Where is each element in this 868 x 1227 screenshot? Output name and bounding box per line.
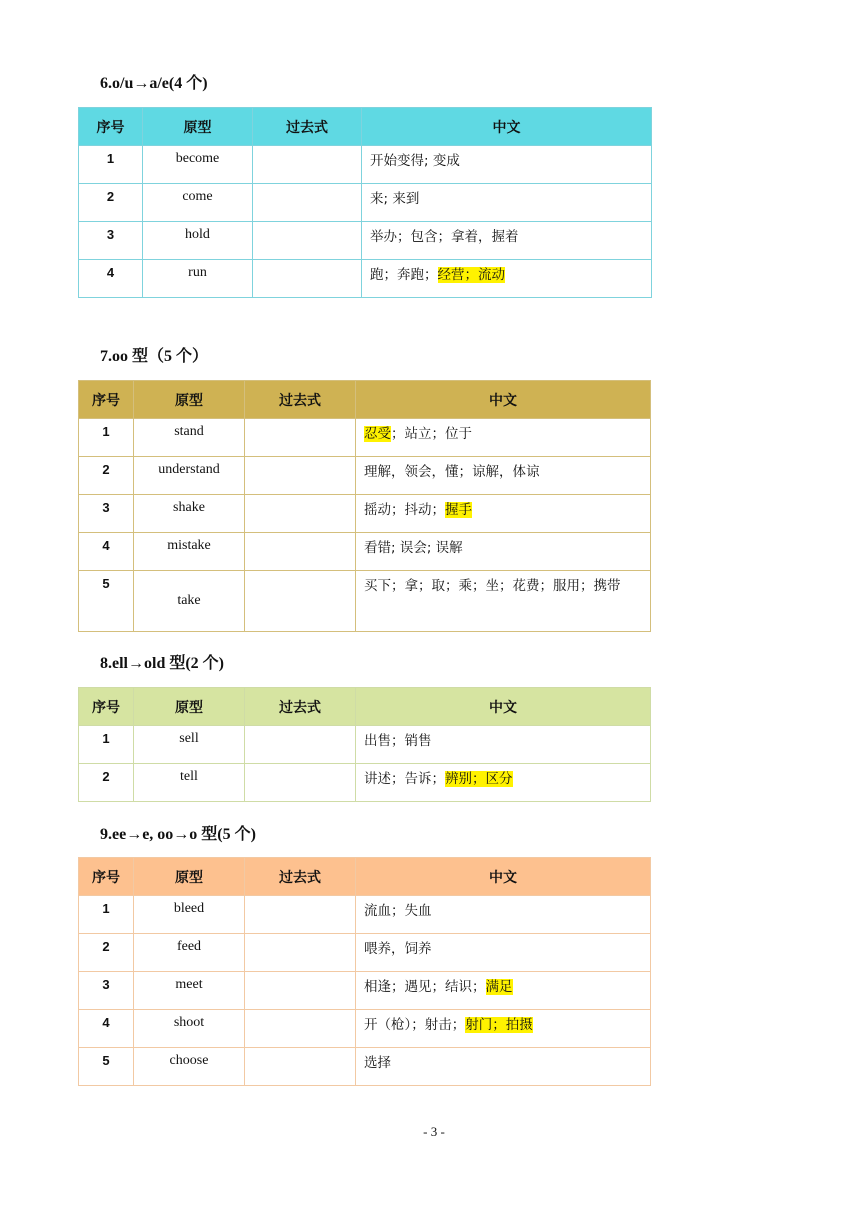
highlighted-meaning: 辨别；区分: [445, 771, 513, 787]
table-row: [79, 1048, 651, 1086]
chinese-meaning: [356, 764, 651, 802]
header-base: 原型: [134, 381, 245, 419]
chinese-meaning: [356, 419, 651, 457]
header-base: 原型: [134, 688, 245, 726]
header-chinese: 中文: [362, 108, 652, 146]
table-row: [79, 184, 652, 222]
header-past: 过去式: [245, 858, 356, 896]
meaning-text: 开始变得; 变成: [370, 153, 460, 169]
meaning-text: 理解，领会，懂；谅解，体谅: [364, 464, 540, 480]
chinese-meaning: [356, 533, 651, 571]
row-number: 3: [79, 972, 134, 1010]
chinese-meaning: [356, 934, 651, 972]
past-tense-cell: [253, 260, 362, 298]
table-row: [79, 533, 651, 571]
highlighted-meaning: 满足: [485, 979, 513, 995]
meaning-text: 举办；包含；拿着，握着: [370, 229, 519, 245]
table-header-row: [79, 108, 652, 146]
base-form: tell: [134, 764, 245, 802]
meaning-text: 选择: [364, 1055, 391, 1071]
row-number: 1: [79, 419, 134, 457]
header-chinese: 中文: [356, 381, 651, 419]
past-tense-cell: [245, 457, 356, 495]
meaning-text: 来; 来到: [370, 191, 420, 207]
past-tense-cell: [245, 1010, 356, 1048]
base-form: hold: [143, 222, 253, 260]
row-number: 2: [79, 764, 134, 802]
section-title: 7.oo 型（5 个）: [100, 348, 209, 365]
base-form: understand: [134, 457, 245, 495]
page-number: - 3 -: [423, 1124, 445, 1139]
base-form: bleed: [134, 896, 245, 934]
row-number: 1: [79, 726, 134, 764]
row-number: 1: [79, 146, 143, 184]
table-row: [79, 260, 652, 298]
meaning-text: ；站立；位于: [391, 426, 472, 442]
header-no: 序号: [79, 688, 134, 726]
meaning-text: 讲述；告诉；: [364, 771, 445, 787]
past-tense-cell: [245, 726, 356, 764]
past-tense-cell: [245, 571, 356, 632]
table-row: [79, 222, 652, 260]
table-row: [79, 934, 651, 972]
table-row: [79, 972, 651, 1010]
header-no: 序号: [79, 858, 134, 896]
row-number: 1: [79, 896, 134, 934]
header-past: 过去式: [253, 108, 362, 146]
base-form: come: [143, 184, 253, 222]
base-form: meet: [134, 972, 245, 1010]
base-form: become: [143, 146, 253, 184]
meaning-text: 看错; 误会; 误解: [364, 540, 463, 556]
row-number: 2: [79, 184, 143, 222]
past-tense-cell: [245, 764, 356, 802]
meaning-text: 摇动；抖动；: [364, 502, 445, 518]
base-form: sell: [134, 726, 245, 764]
base-form: shoot: [134, 1010, 245, 1048]
chinese-meaning: [362, 184, 652, 222]
meaning-text: 买下；拿；取；乘；坐；花费；服用；携带: [364, 578, 621, 594]
base-form: shake: [134, 495, 245, 533]
base-form: feed: [134, 934, 245, 972]
row-number: 2: [79, 934, 134, 972]
header-past: 过去式: [245, 381, 356, 419]
meaning-text: 相逢；遇见；结识；: [364, 979, 486, 995]
chinese-meaning: [356, 1048, 651, 1086]
past-tense-cell: [245, 419, 356, 457]
highlighted-meaning: 射门；拍摄: [465, 1017, 533, 1033]
chinese-meaning: [356, 896, 651, 934]
past-tense-cell: [245, 1048, 356, 1086]
meaning-text: 开（枪）；射击；: [364, 1017, 466, 1033]
chinese-meaning: [362, 260, 652, 298]
past-tense-cell: [253, 222, 362, 260]
meaning-text: 喂养，饲养: [364, 941, 432, 957]
table-row: [79, 764, 651, 802]
base-form: run: [143, 260, 253, 298]
highlighted-meaning: 忍受: [364, 426, 391, 442]
past-tense-cell: [245, 533, 356, 571]
past-tense-cell: [253, 146, 362, 184]
base-form: mistake: [134, 533, 245, 571]
vocab-table: [78, 107, 652, 298]
table-row: [79, 896, 651, 934]
header-past: 过去式: [245, 688, 356, 726]
meaning-text: 出售；销售: [364, 733, 432, 749]
header-chinese: 中文: [356, 858, 651, 896]
vocab-table: [78, 380, 651, 632]
past-tense-cell: [245, 896, 356, 934]
meaning-text: 跑；奔跑；: [370, 267, 438, 283]
header-no: 序号: [79, 381, 134, 419]
table-row: [79, 726, 651, 764]
table-row: [79, 457, 651, 495]
chinese-meaning: [356, 457, 651, 495]
table-header-row: [79, 688, 651, 726]
table-row: [79, 495, 651, 533]
table-header-row: [79, 858, 651, 896]
past-tense-cell: [253, 184, 362, 222]
header-base: 原型: [143, 108, 253, 146]
row-number: 4: [79, 533, 134, 571]
base-form: stand: [134, 419, 245, 457]
past-tense-cell: [245, 972, 356, 1010]
chinese-meaning: [362, 146, 652, 184]
header-chinese: 中文: [356, 688, 651, 726]
vocab-table: [78, 687, 651, 802]
vocab-table: [78, 857, 651, 1086]
section-title: 8.ell→old 型(2 个): [100, 655, 224, 672]
chinese-meaning: [356, 571, 651, 632]
chinese-meaning: [356, 495, 651, 533]
chinese-meaning: [356, 972, 651, 1010]
section-title: 9.ee→e, oo→o 型(5 个): [100, 826, 256, 843]
row-number: 3: [79, 222, 143, 260]
base-form: choose: [134, 1048, 245, 1086]
table-row: [79, 419, 651, 457]
header-no: 序号: [79, 108, 143, 146]
chinese-meaning: [362, 222, 652, 260]
highlighted-meaning: 握手: [445, 502, 472, 518]
past-tense-cell: [245, 495, 356, 533]
header-base: 原型: [134, 858, 245, 896]
row-number: 3: [79, 495, 134, 533]
chinese-meaning: [356, 726, 651, 764]
meaning-text: 流血；失血: [364, 903, 432, 919]
highlighted-meaning: 经营；流动: [437, 267, 505, 283]
row-number: 4: [79, 260, 143, 298]
row-number: 5: [79, 571, 134, 632]
row-number: 5: [79, 1048, 134, 1086]
table-row: [79, 571, 651, 632]
table-row: [79, 1010, 651, 1048]
chinese-meaning: [356, 1010, 651, 1048]
section-title: 6.o/u→a/e(4 个): [100, 75, 208, 92]
row-number: 4: [79, 1010, 134, 1048]
past-tense-cell: [245, 934, 356, 972]
table-row: [79, 146, 652, 184]
table-header-row: [79, 381, 651, 419]
row-number: 2: [79, 457, 134, 495]
base-form: take: [134, 571, 245, 632]
